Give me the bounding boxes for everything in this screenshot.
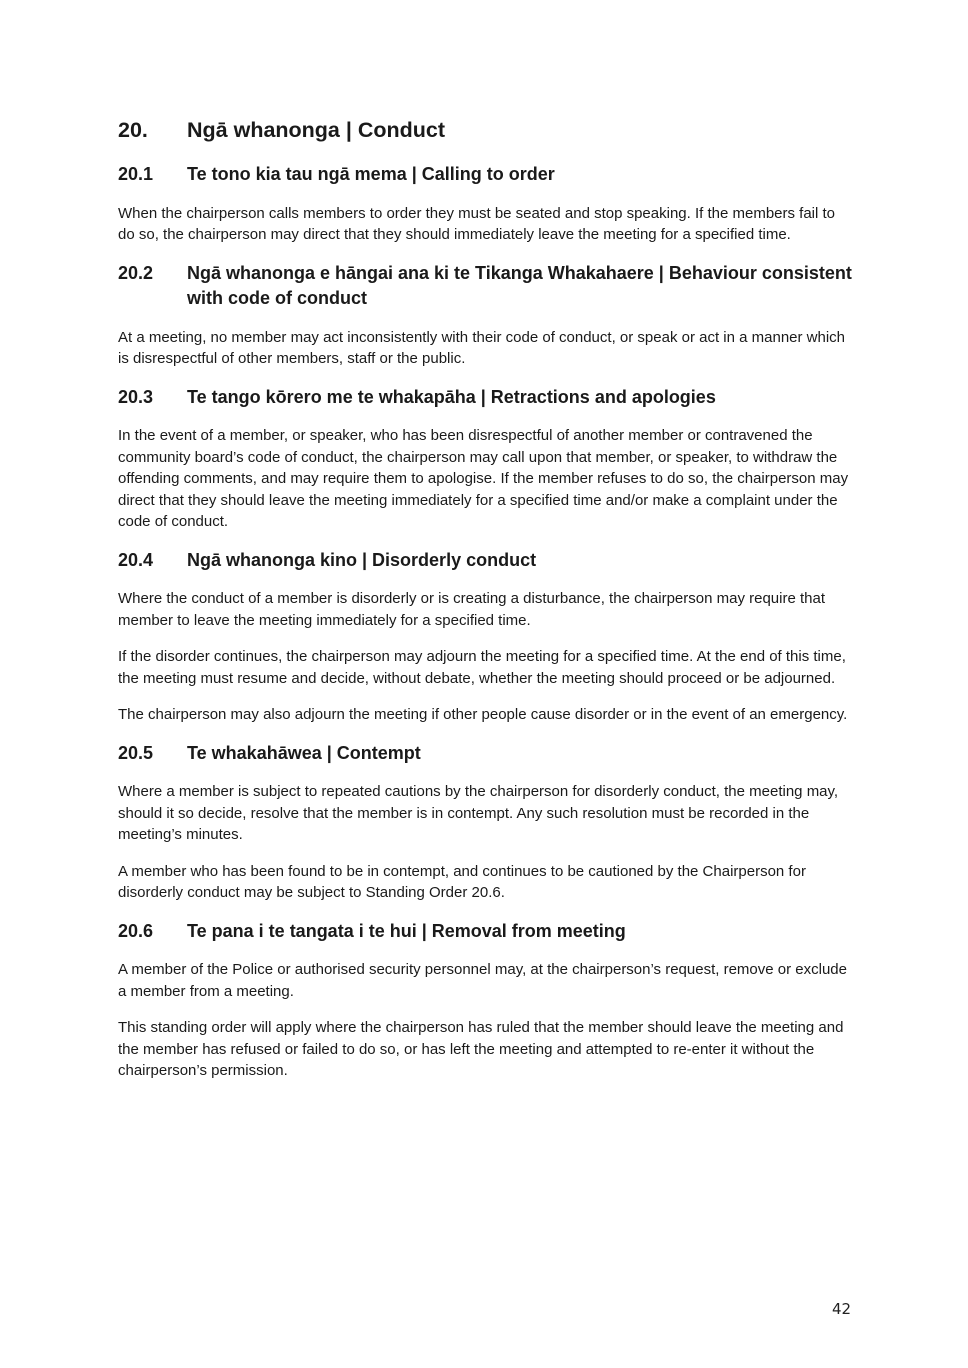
section <box>118 162 854 246</box>
section-number: 20.4 <box>118 549 154 570</box>
section <box>118 548 854 726</box>
section-paragraph: This standing order will apply where the chairperson has ruled that the member should leave the meeting and the member has refused or failed to do so, or has left the meeting and attempted to re-enter it without the chairperson’s permission. <box>118 1019 844 1079</box>
section-paragraph: At a meeting, no member may act inconsistently with their code of conduct, or speak or act in a manner which is disrespectful of other members, staff or the public. <box>118 328 846 367</box>
section-paragraph: In the event of a member, or speaker, who has been disrespectful of another member or contravened the community board’s code of conduct, the chairperson may call upon that member, or speaker, to withdraw the offending comments, and may require them to apologise. If the member refuses to do so, the chairperson may direct that they should leave the meeting immediately for a specified time and/or make a complaint under the code of conduct. <box>118 427 849 530</box>
section-number: 20.3 <box>118 386 154 407</box>
section-paragraph: A member who has been found to be in contempt, and continues to be cautioned by the Chairperson for disorderly conduct may be subject to Standing Order 20.6. <box>118 862 806 901</box>
section-paragraph: If the disorder continues, the chairperson may adjourn the meeting for a specified time. At the end of this time, the meeting must resume and decide, without debate, whether the meeting should proceed or be adjourned. <box>118 648 846 687</box>
section-title: Te tono kia tau ngā mema | Calling to order <box>187 164 555 184</box>
section <box>118 919 854 1082</box>
section-number: 20.2 <box>118 262 154 283</box>
chapter-number: 20. <box>118 118 148 142</box>
section-heading <box>118 162 854 188</box>
section-title: Ngā whanonga kino | Disorderly conduct <box>187 549 537 570</box>
section-heading <box>118 741 854 767</box>
section <box>118 385 854 533</box>
section-number: 20.1 <box>118 164 154 184</box>
section <box>118 261 854 370</box>
section-heading <box>118 548 854 574</box>
section-paragraph: Where the conduct of a member is disorderly or is creating a disturbance, the chairperson may require that member to leave the meeting immediately for a specified time. <box>118 590 826 629</box>
section-number: 20.5 <box>118 742 154 763</box>
section-heading <box>118 261 854 312</box>
section-paragraph: The chairperson may also adjourn the meeting if other people cause disorder or in the event of an emergency. <box>118 706 848 723</box>
section-paragraph: When the chairperson calls members to order they must be seated and stop speaking. If the members fail to do so, the chairperson may direct that they should immediately leave the meeting for a specified time. <box>118 204 836 243</box>
section-paragraph: A member of the Police or authorised security personnel may, at the chairperson’s request, remove or exclude a member from a meeting. <box>118 961 847 1000</box>
section-heading <box>118 385 854 411</box>
chapter-title: Ngā whanonga | Conduct <box>187 118 446 142</box>
page-number: 42 <box>832 1300 852 1318</box>
section-title: Ngā whanonga e hāngai ana ki te Tikanga Whakahaere | Behaviour consistent with code of conduct <box>187 262 852 308</box>
section-title: Te whakahāwea | Contempt <box>187 742 421 763</box>
section-number: 20.6 <box>118 920 154 941</box>
section-paragraph: Where a member is subject to repeated cautions by the chairperson for disorderly conduct, the meeting may, should it so decide, resolve that the member is in contempt. Any such resolution must be recorded in the meeting’s minutes. <box>118 783 839 843</box>
section <box>118 741 854 904</box>
section-title: Te pana i te tangata i te hui | Removal from meeting <box>187 920 626 941</box>
document-page <box>118 112 854 1097</box>
chapter-heading <box>118 112 854 148</box>
section-heading <box>118 919 854 945</box>
section-title: Te tango kōrero me te whakapāha | Retractions and apologies <box>187 386 716 407</box>
sections-container <box>118 162 854 1082</box>
